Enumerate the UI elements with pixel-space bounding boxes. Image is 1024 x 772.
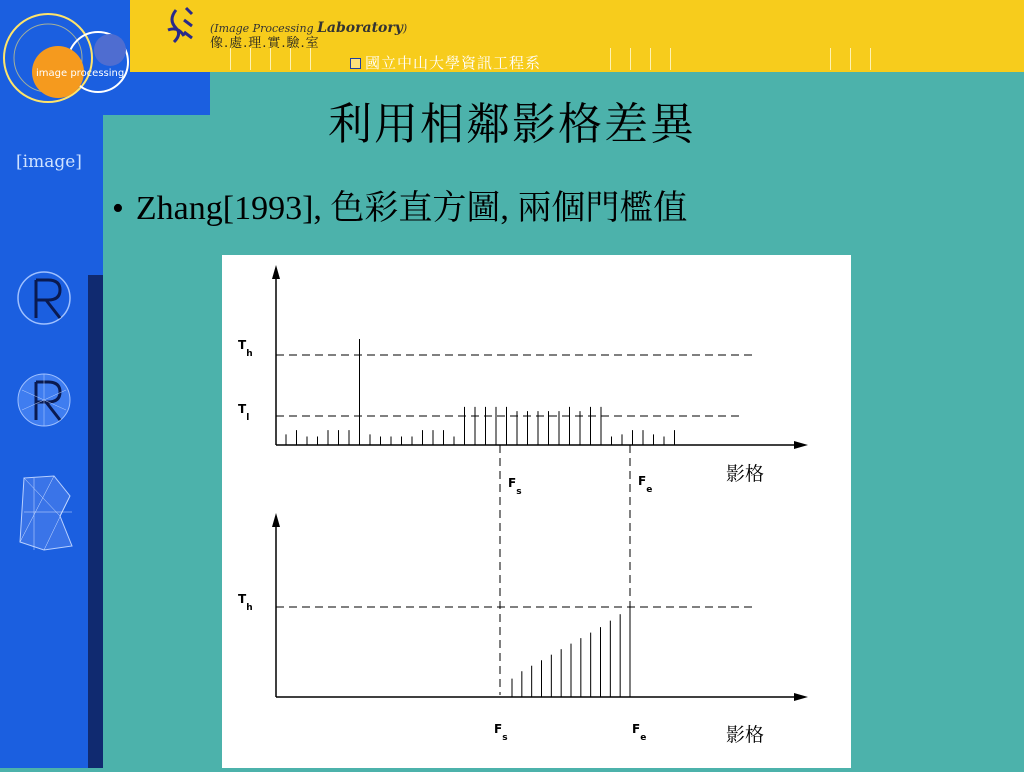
top-y-axis-arrow-icon [272, 265, 280, 279]
sidebar-strip [88, 275, 103, 768]
top-threshold-high-label [238, 338, 253, 359]
lab-title-main: Laboratory [317, 20, 403, 36]
header-stripe [830, 48, 831, 70]
top-threshold-high-label-main: T [238, 338, 247, 352]
lab-title-prefix: Image Processing [214, 22, 314, 35]
bottom-x-axis-label: 影格 [726, 724, 765, 746]
top-x-axis-arrow-icon [794, 441, 808, 449]
bullet-text: Zhang[1993], 色彩直方圖, 兩個門檻值 [135, 190, 688, 227]
top-threshold-low-label-sub: l [246, 413, 250, 423]
slide-title: 利用相鄰影格差異 [328, 99, 696, 150]
histogram-figure [222, 255, 851, 768]
logo-text: image processing [36, 68, 125, 79]
department-name [350, 52, 541, 73]
bottom-marker-start-label [494, 722, 508, 743]
department-label: 國立中山大學資訊工程系 [365, 54, 542, 72]
header-stripe [670, 48, 671, 70]
header-stripe [650, 48, 651, 70]
header-stripe [270, 48, 271, 70]
header-stripe [310, 48, 311, 70]
square-icon [350, 58, 361, 69]
top-x-axis-label: 影格 [726, 463, 765, 485]
bottom-threshold-high-label-sub: h [246, 603, 253, 613]
top-marker-start-label [508, 476, 522, 497]
header-stripe [850, 48, 851, 70]
sidebar-label: [image] [16, 152, 82, 172]
header-stripe [630, 48, 631, 70]
top-threshold-low-label-main: T [238, 402, 247, 416]
top-marker-end-label-sub: e [646, 485, 653, 495]
top-marker-end-label [638, 474, 652, 495]
bottom-threshold-high-label-main: T [238, 592, 247, 606]
header-stripe [230, 48, 231, 70]
top-marker-end-label-main: F [638, 474, 647, 488]
top-threshold-low-label [238, 402, 249, 423]
bottom-marker-start-label-sub: s [502, 733, 508, 743]
histogram-diagram [222, 255, 851, 768]
top-marker-start-label-sub: s [516, 487, 522, 497]
bottom-marker-end-label-sub: e [640, 733, 647, 743]
r-wireframe-icon [14, 472, 76, 552]
bullet-item [112, 180, 687, 229]
bottom-x-axis-arrow-icon [794, 693, 808, 701]
bottom-marker-start-label-main: F [494, 722, 503, 736]
header-stripe [870, 48, 871, 70]
header-stripe [290, 48, 291, 70]
bottom-marker-end-label-main: F [632, 722, 641, 736]
bottom-y-axis-arrow-icon [272, 513, 280, 527]
bottom-threshold-high-label [238, 592, 253, 613]
lab-name-chinese: 像.處.理.實.驗.室 [210, 36, 320, 51]
r-mesh-icon [14, 370, 74, 430]
header-stripe [250, 48, 251, 70]
lab-title: (Image Processing Laboratory) [210, 20, 408, 36]
bottom-marker-end-label [632, 722, 646, 743]
bullet-dot-icon: • [112, 190, 124, 227]
top-threshold-high-label-sub: h [246, 349, 253, 359]
r-letter-icon [14, 268, 74, 328]
top-marker-start-label-main: F [508, 476, 517, 490]
header-stripe [610, 48, 611, 70]
